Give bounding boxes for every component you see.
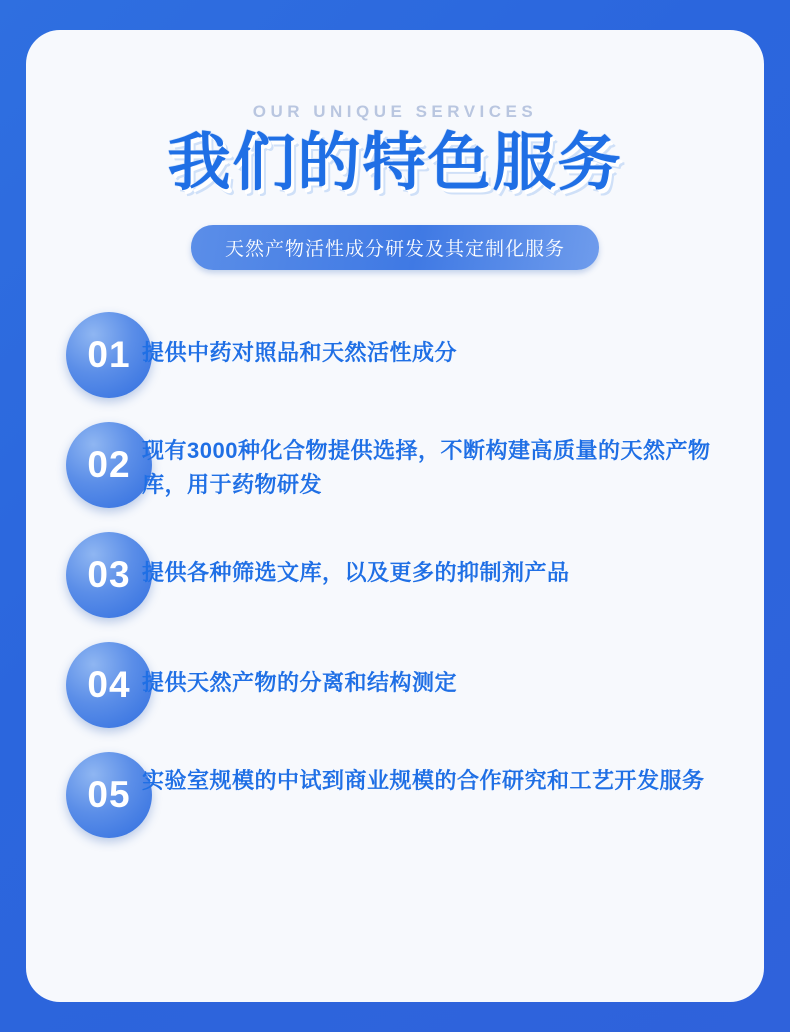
item-text: 实验室规模的中试到商业规模的合作研究和工艺开发服务 [142, 767, 705, 793]
service-list [26, 312, 764, 838]
list-item [66, 642, 730, 728]
item-text: 提供各种筛选文库，以及更多的抑制剂产品 [142, 559, 570, 585]
item-number-badge: 03 [66, 532, 152, 618]
subtitle-container [26, 225, 764, 270]
item-text: 提供中药对照品和天然活性成分 [142, 339, 458, 365]
item-number-badge: 01 [66, 312, 152, 398]
item-number-badge: 04 [66, 642, 152, 728]
eyebrow-text: OUR UNIQUE SERVICES [252, 102, 538, 121]
subtitle-pill: 天然产物活性成分研发及其定制化服务 [191, 225, 599, 270]
item-text: 提供天然产物的分离和结构测定 [142, 669, 458, 695]
item-number-badge: 02 [66, 422, 152, 508]
list-item [66, 532, 730, 618]
item-text: 现有3000种化合物提供选择，不断构建高质量的天然产物库，用于药物研发 [142, 437, 711, 497]
list-item [66, 422, 730, 508]
page-title: 我们的特色服务 [167, 128, 623, 198]
list-item [66, 752, 730, 838]
list-item [66, 312, 730, 398]
poster-card [26, 30, 764, 1002]
item-number-badge: 05 [66, 752, 152, 838]
